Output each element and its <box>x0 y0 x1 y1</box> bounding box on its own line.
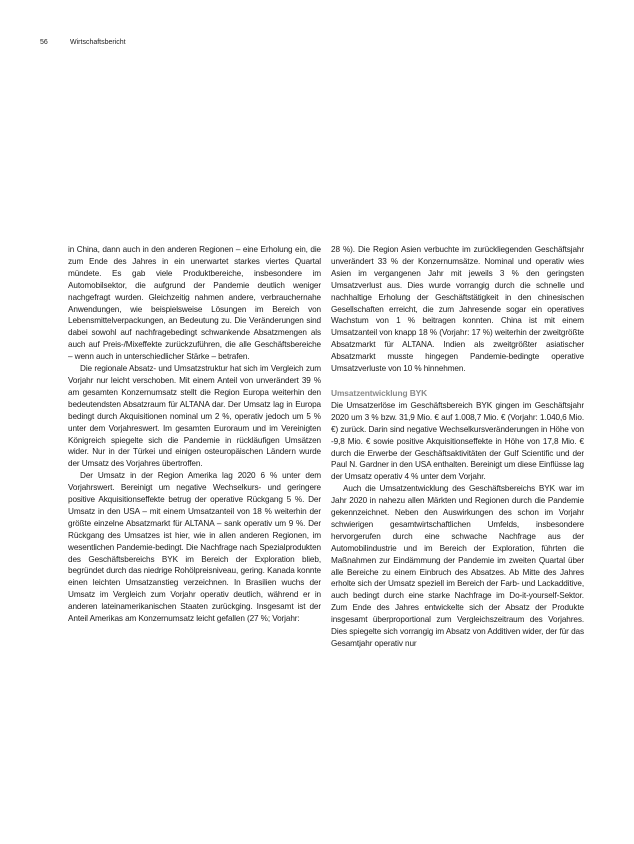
paragraph: Die regionale Absatz- und Umsatzstruktur hat sich im Vergleich zum Vorjahr nur leicht verschoben. Mit einem Anteil von unverändert 39 % am gesamten Konzernumsatz stellt die Region Europa weiterhin den bedeutendsten Absatzraum für ALTANA dar. Der Umsatz lag in Europa bedingt durch Akquisitionen nominal um 2 %, operativ jedoch um 5 % unter dem Vorjahreswert. Im gesamten Euroraum und im Vereinigten Königreich spiegelte sich die Pandemie in rückläufigen Umsätzen wider. Nur in der Türkei und einigen osteuropäischen Ländern wurde der Umsatz des Vorjahres übertroffen. <box>68 364 321 469</box>
paragraph: 28 %). Die Region Asien verbuchte im zurückliegenden Geschäftsjahr unverändert 33 % der Konzernumsätze. Nominal und operativ wies Asien im vergangenen Jahr mit jeweils 3 % den geringsten Umsatzverlust aus. Dies wurde vorrangig durch die schnelle und nachhaltige Erholung der Geschäftstätigkeit in den chinesischen Gesellschaften erreicht, die zum Jahresende sogar ein operatives Wachstum von 1 % beitragen konnten. China ist mit einem Umsatzanteil von knapp 18 % (Vorjahr: 17 %) weiterhin der zweitgrößte Absatzmarkt für ALTANA. Indien als zweitgrößter asiatischer Absatzmarkt musste hingegen Pandemie-bedingte operative Umsatzverluste von 10 % hinnehmen. <box>331 245 584 374</box>
section-subheading: Umsatzentwicklung BYK <box>331 387 428 398</box>
paragraph: Auch die Umsatzentwicklung des Geschäftsbereichs BYK war im Jahr 2020 in nahezu allen Märkten und Regionen durch die Pandemie gekennzeichnet. Neben den Auswirkungen des schon im Vorjahr schwierigen gesamtwirtschaftlichen Umfelds, insbesondere hervorgerufen durch eine schwache Nachfrage aus der Automobilindustrie und im Bereich der Exploration, führten die Maßnahmen zur Eindämmung der Pandemie im zweiten Quartal über alle Bereiche zu einem Einbruch des Absatzes. Ab Mitte des Jahres erholte sich der Umsatz speziell im Bereich der Farb- und Lackadditive, auch bedingt durch eine starke Nachfrage im Do-it-yourself-Sektor. Zum Ende des Jahres entwickelte sich der Absatz der Produkte insgesamt überproportional zum Vergleichszeitraum des Vorjahres. Dies spiegelte sich vorrangig im Absatz von Additiven wider, der für das Gesamtjahr operativ nur <box>331 484 584 648</box>
paragraph: in China, dann auch in den anderen Regionen – eine Erholung ein, die zum Ende des Jahres in ein unerwartet starkes viertes Quartal mündete. Es gab viele Produktbereiche, insbesondere im Automobilsektor, die aufgrund der Pandemie deutlich weniger nachgefragt wurden. Gleichzeitig nahmen andere, verbrauchernahe Anwendungen, wie beispielsweise Lösungen im Bereich von Lebensmittelverpackungen, an Bedeutung zu. Die Veränderungen sind dabei sowohl auf nachfragebedingt schwankende Absatzmengen als auch auf Preis-/Mixeffekte zurückzuführen, die alle Geschäftsbereiche – wenn auch in unterschiedlicher Stärke – betrafen. <box>68 245 321 362</box>
paragraph: Der Umsatz in der Region Amerika lag 2020 6 % unter dem Vorjahrswert. Bereinigt um negative Wechselkurs- und geringere positive Akquisitionseffekte betrug der operative Rückgang 5 %. Der Umsatz in den USA – mit einem Umsatzanteil von 18 % weiterhin der größte einzelne Absatzmarkt für ALTANA – sank operativ um 9 %. Der Rückgang des Umsatzes ist hier, wie in allen anderen Regionen, im wesentlichen Pandemie-bedingt. Die Nachfrage nach Spezialprodukten des Geschäftsbereichs BYK im Bereich der Exploration blieb, begründet durch das niedrige Rohölpreisniveau, gering. Kanada konnte einen leichten Umsatzanstieg verzeichnen. In Brasilien wuchs der Umsatz im Vergleich zum Vorjahr operativ deutlich, während er in anderen lateinamerikanischen Staaten zurückging. Insgesamt ist der Anteil Amerikas am Konzernumsatz leicht gefallen (27 %; Vorjahr: <box>68 471 321 624</box>
paragraph: Die Umsatzerlöse im Geschäftsbereich BYK gingen im Geschäftsjahr 2020 um 3 % bzw. 31,9 Mio. € auf 1.008,7 Mio. € (Vorjahr: 1.040,6 Mio. €) zurück. Darin sind negative Wechselkursveränderungen in Höhe von -9,8 Mio. € sowie positive Akquisitionseffekte in Höhe von 17,8 Mio. € durch die Erwerbe der Geschäftsaktivitäten der Gulf Scientific und der Paul N. Gardner in den USA enthalten. Bereinigt um diese Einflüsse lag der Umsatz operativ 4 % unter dem Vorjahr. <box>331 400 584 482</box>
section-title: Wirtschaftsbericht <box>70 39 126 46</box>
right-column <box>331 244 584 650</box>
running-header <box>40 38 126 47</box>
page-number: 56 <box>40 39 48 46</box>
left-column <box>68 244 321 625</box>
